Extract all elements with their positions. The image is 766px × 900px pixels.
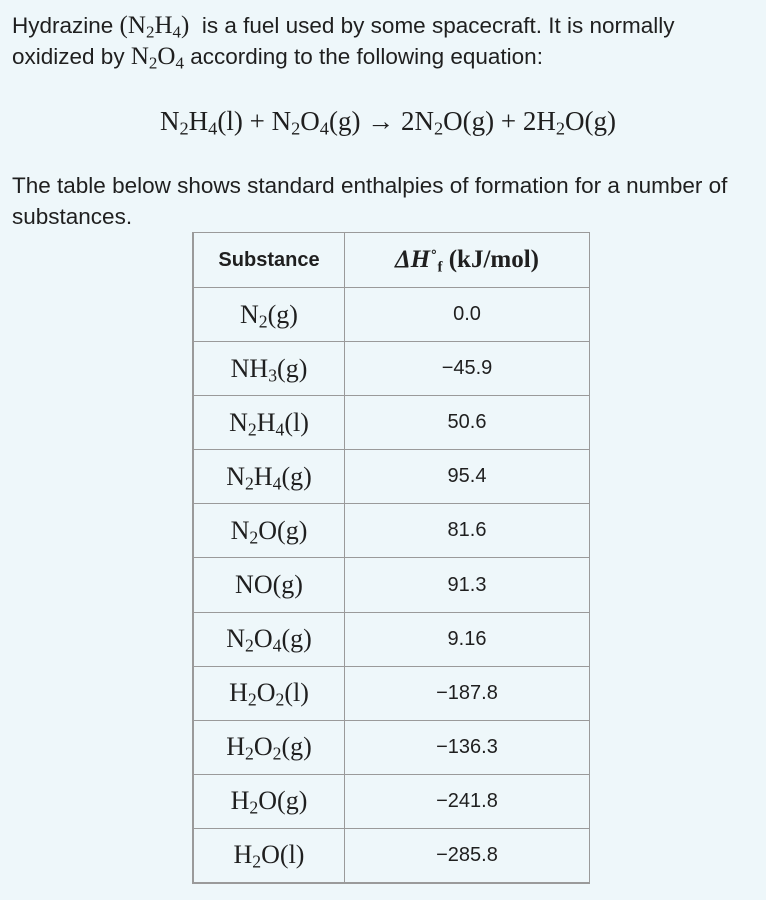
table-row [193, 450, 590, 504]
intro-paragraph [12, 10, 758, 72]
substance-cell: $N_2H_4(g)$ [193, 450, 345, 504]
enthalpy-value-cell: −241.8 [345, 774, 590, 828]
enthalpy-value-cell: 0.0 [345, 288, 590, 342]
substance-cell: $N_2O_4(g)$ [193, 612, 345, 666]
table-row [193, 558, 590, 612]
header-enthalpy: $\Delta H^\circ_f$ (kJ/mol) [345, 233, 590, 288]
table-header-row [193, 233, 590, 288]
table-row [193, 612, 590, 666]
table-row [193, 666, 590, 720]
table-row [193, 774, 590, 828]
header-substance: Substance [193, 233, 345, 288]
table-row [193, 828, 590, 883]
substance-cell: $H_2O(g)$ [193, 774, 345, 828]
oxidizer-formula: $N_2O_4$ [130, 43, 184, 73]
substance-cell: $NH_3(g)$ [193, 342, 345, 396]
enthalpy-table [192, 232, 590, 884]
hydrazine-formula: $(N_2H_4)$ [119, 12, 190, 42]
enthalpy-value-cell: 91.3 [345, 558, 590, 612]
enthalpy-value-cell: 81.6 [345, 504, 590, 558]
enthalpy-value-cell: 95.4 [345, 450, 590, 504]
substance-cell: $N_2H_4(l)$ [193, 396, 345, 450]
enthalpy-value-cell: 50.6 [345, 396, 590, 450]
table-row [193, 396, 590, 450]
enthalpy-value-cell: −187.8 [345, 666, 590, 720]
substance-cell: $N_2(g)$ [193, 288, 345, 342]
substance-cell: $H_2O_2(g)$ [193, 720, 345, 774]
table-row [193, 288, 590, 342]
intro-text-2: is a fuel used by some spacecraft. It is normally oxidized by [12, 13, 681, 69]
enthalpy-value-cell: −45.9 [345, 342, 590, 396]
substance-cell: $H_2O(l)$ [193, 828, 345, 883]
enthalpy-value-cell: 9.16 [345, 612, 590, 666]
table-intro-text: The table below shows standard enthalpies of formation for a number of substances. [12, 173, 728, 229]
intro-text-3: according to the following equation: [183, 44, 543, 69]
table-row [193, 720, 590, 774]
substance-cell: $H_2O_2(l)$ [193, 666, 345, 720]
enthalpy-value-cell: −136.3 [345, 720, 590, 774]
table-row [193, 504, 590, 558]
substance-cell: NO(g) [193, 558, 345, 612]
enthalpy-value-cell: −285.8 [345, 828, 590, 883]
intro-text-1: Hydrazine [12, 13, 120, 38]
substance-cell: $N_2O(g)$ [193, 504, 345, 558]
reaction-equation: $N_2H_4(l) + N_2O_4(g) \to 2N_2O(g) + 2H_2O(g)$ [159, 106, 617, 139]
table-row [193, 342, 590, 396]
